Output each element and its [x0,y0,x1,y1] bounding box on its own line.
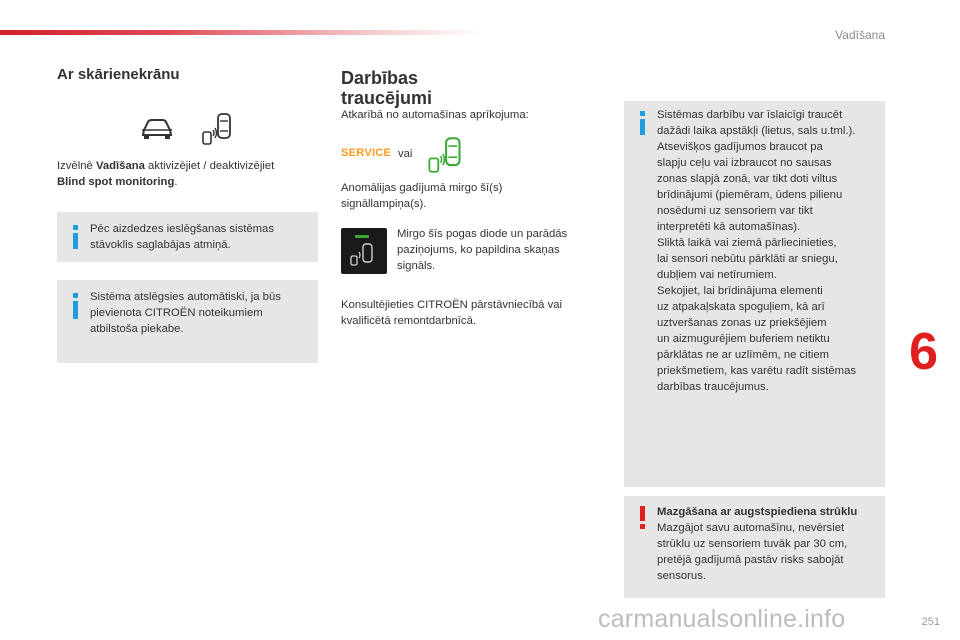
info-line: Sistēmas darbību var īslaicīgi traucēt [657,109,843,121]
touchscreen-instructions [57,158,327,190]
info-line: lai sensori nebūtu pārklāti ar sniegu, [657,253,838,265]
info-icon [73,301,78,319]
info-line: nosēdumi uz sensoriem var tikt [657,205,813,217]
warning-icon-dot [640,524,645,529]
function-name: Blind spot monitoring [57,176,175,188]
warning-line: Mazgājot savu automašīnu, nevērsiet [657,522,845,534]
blind-spot-icon [200,112,234,146]
page-number: 251 [921,616,940,628]
info-line: uztveršanas zonas uz priekšējiem [657,317,827,329]
intro-prefix: Izvēlnē [57,160,96,172]
dependency-text: Atkarībā no automašīnas aprīkojuma: [341,109,529,121]
note-line: stāvoklis saglabājas atmiņā. [90,239,231,251]
menu-name: Vadīšana [95,160,145,172]
info-line: priekšmetiem, kas varētu radīt sistēmas [657,365,857,377]
diode-text [397,226,597,274]
chapter-number: 6 [909,323,938,381]
info-line: uz atpakaļskata spoguļiem, kā arī [657,301,825,313]
heading-line: traucējumi [341,88,433,108]
warning-icon [640,506,645,521]
info-icon-dot [73,225,78,230]
info-note-lines [657,107,856,395]
intro-end: . [174,176,178,188]
note-line: atbilstoša piekabe. [90,323,184,335]
info-line: Sekojiet, lai brīdinājuma elementi [657,285,823,297]
text-line: Konsultējieties CITROËN pārstāvniecībā vai [341,299,563,311]
text-line: Mirgo šīs pogas diode un parādās [397,228,568,240]
info-line: dažādi laika apstākļi (lietus, sals u.tml.). [657,125,856,137]
info-icon [73,233,78,249]
info-icon-dot [640,111,645,116]
anomaly-text [341,180,601,212]
info-line: Atsevišķos gadījumos braucot pa [657,141,823,153]
info-line: Sliktā laikā vai ziemā pārliecinieties, [657,237,837,249]
info-line: darbības traucējumus. [657,381,769,393]
button-led-icon [341,228,387,274]
warning-line: sensorus. [657,570,706,582]
info-line: dubļiem vai netīrumiem. [657,269,777,281]
info-line: slapju ceļu vai izbraucot no sausas [657,157,832,169]
text-line: Anomālijas gadījumā mirgo šī(s) [341,182,503,194]
watermark: carmanualsonline.info [598,605,846,633]
warning-line: strūklu uz sensoriem tuvāk par 30 cm, [657,538,848,550]
warning-title: Mazgāšana ar augstspiediena strūklu [657,506,858,518]
dashboard-button-image [341,228,387,274]
info-line: un aizmugurējiem buferiem netiktu [657,333,830,345]
header-stripe [0,30,480,35]
consult-text [341,297,601,329]
malfunctions-heading [341,68,432,108]
info-icon-dot [73,293,78,298]
info-note-trailer [57,280,318,363]
text-line: signāllampiņa(s). [341,198,427,210]
note-line: Pēc aizdedzes ieslēgšanas sistēmas [90,223,274,235]
section-title: Vadīšana [835,28,885,42]
warning-line: pretējā gadījumā pastāv risks sabojāt [657,554,844,566]
or-label: vai [398,148,413,160]
note-line: Sistēma atslēgsies automātiski, ja būs [90,291,281,303]
info-icon [640,119,645,135]
note-line: pievienota CITROËN noteikumiem [90,307,263,319]
touchscreen-icons [140,112,234,146]
heading-line: Darbības [341,68,419,88]
info-line: zonas slapjā zonā, var tikt doti viltus [657,173,838,185]
text-line: signāls. [397,260,436,272]
info-line: brīdinājumi (piemēram, ūdens pilienu [657,189,843,201]
info-note-weather [624,101,885,487]
intro-mid: aktivizējiet / deaktivizējiet [144,160,275,172]
warning-note-high-pressure [624,496,885,598]
blind-spot-warning-icon [426,136,464,174]
info-line: pārklātas ne ar uzlīmēm, ne citiem [657,349,830,361]
left-heading: Ar skārienekrānu [57,66,180,83]
service-indicator: SERVICE [341,147,392,159]
car-outline-icon [140,118,174,140]
info-line: interpretēti kā automašīnas). [657,221,801,233]
text-line: kvalificētā remontdarbnīcā. [341,315,477,327]
info-note-memory [57,212,318,262]
text-line: paziņojums, ko papildina skaņas [397,244,560,256]
